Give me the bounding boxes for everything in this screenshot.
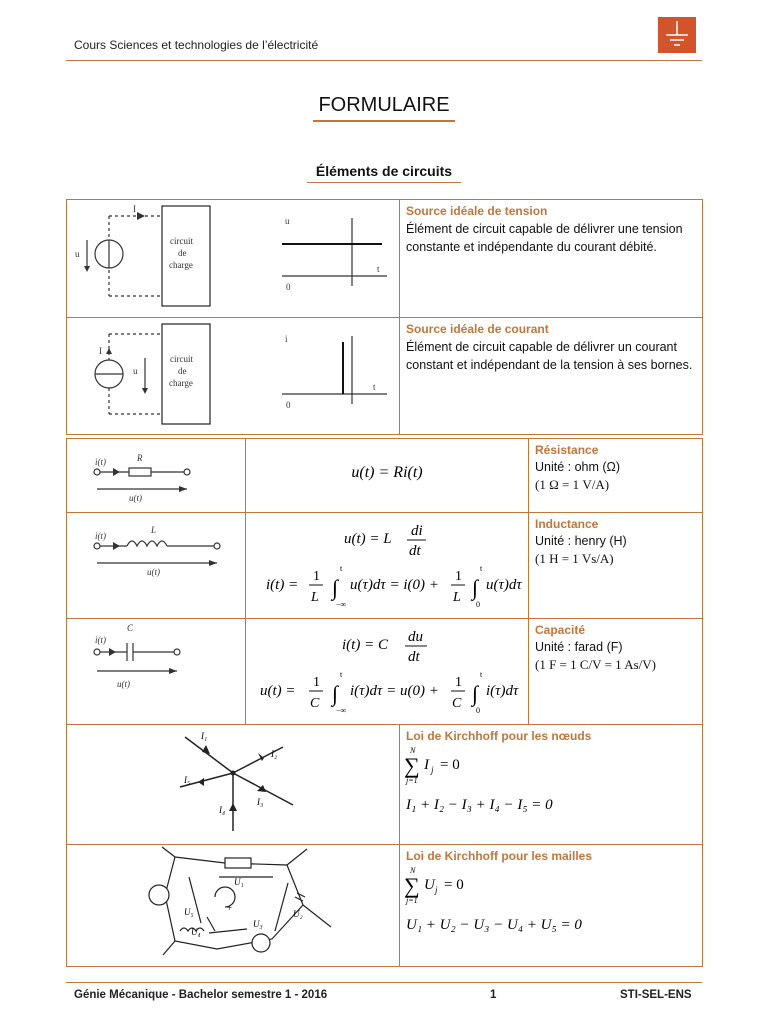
voltage-source-text-cell: [400, 200, 703, 318]
svg-text:I₂: I₂: [271, 749, 278, 759]
svg-text:u(τ)dτ: u(τ)dτ: [486, 577, 522, 593]
table-row: [67, 725, 703, 845]
node-law-text-cell: [400, 725, 703, 845]
resistor-text-cell: [529, 439, 703, 513]
svg-text:C: C: [452, 696, 462, 711]
svg-text:circuit: circuit: [170, 236, 193, 246]
svg-text:U₁: U₁: [234, 877, 244, 887]
svg-text:i(τ)dτ: i(τ)dτ: [486, 683, 519, 699]
components-table: [66, 438, 703, 725]
svg-text:= 0: = 0: [444, 877, 464, 893]
svg-text:di: di: [411, 523, 423, 539]
inductor-formula-cell: [246, 513, 529, 619]
svg-text:i: i: [285, 334, 288, 344]
voltage-source-diagram: [67, 200, 400, 312]
voltage-source-label: Source idéale de tension: [406, 204, 548, 218]
svg-text:0: 0: [286, 282, 291, 292]
capacitor-diagram-cell: [67, 619, 246, 725]
svg-text:circuit: circuit: [170, 354, 193, 364]
svg-text:U₃: U₃: [253, 919, 263, 929]
svg-text:u(t): u(t): [117, 679, 130, 689]
page-number: 1: [490, 989, 497, 1001]
footer-left: Génie Mécanique - Bachelor semestre 1 - 2016: [74, 989, 328, 1001]
table-row: [67, 513, 703, 619]
svg-text:j: j: [435, 885, 438, 895]
svg-text:I: I: [133, 204, 136, 214]
table-row: [67, 200, 703, 318]
svg-text:u: u: [285, 216, 290, 226]
svg-text:t: t: [340, 670, 343, 679]
logo: [658, 17, 696, 53]
inductor-diagram: [67, 513, 246, 613]
svg-text:I₄: I₄: [219, 805, 226, 815]
current-source-diagram: [67, 318, 400, 429]
svg-text:∫: ∫: [332, 575, 339, 600]
svg-text:∑: ∑: [404, 873, 420, 898]
svg-text:R: R: [137, 453, 143, 463]
inductor-conversion: (1 H = 1 Vs/A): [535, 551, 614, 566]
svg-text:dt: dt: [408, 649, 420, 665]
svg-text:I₁: I₁: [201, 731, 208, 741]
footer-right: STI-SEL-ENS: [620, 989, 692, 1001]
svg-text:−∞: −∞: [336, 706, 347, 715]
svg-text:u: u: [75, 249, 80, 259]
capacitor-formula-cell: [246, 619, 529, 725]
svg-text:∫: ∫: [472, 575, 479, 600]
resistor-formula-cell: [246, 439, 529, 513]
svg-text:t: t: [373, 382, 376, 392]
current-source-description: Élément de circuit capable de délivrer un courant constant et indépendant de la tension à ses bornes.: [406, 340, 693, 372]
svg-text:C: C: [127, 623, 134, 633]
svg-text:+: +: [227, 903, 233, 913]
capacitor-text-cell: [529, 619, 703, 725]
capacitor-unit: Unité : farad (F): [535, 640, 623, 654]
node-law-label: Loi de Kirchhoff pour les nœuds: [406, 729, 592, 743]
title-underline: [313, 120, 455, 122]
svg-text:de: de: [178, 366, 187, 376]
resistor-diagram-cell: [67, 439, 246, 513]
svg-text:0: 0: [286, 400, 291, 410]
mesh-law-diagram: [67, 845, 400, 961]
svg-text:1: 1: [313, 675, 320, 690]
svg-text:t: t: [340, 564, 343, 573]
inductor-unit: Unité : henry (H): [535, 534, 627, 548]
svg-text:u(τ)dτ = i(0) +: u(τ)dτ = i(0) +: [350, 577, 439, 593]
resistor-unit: Unité : ohm (Ω): [535, 460, 621, 474]
inductor-diagram-cell: [67, 513, 246, 619]
svg-text:0: 0: [476, 706, 480, 715]
table-row: [67, 845, 703, 967]
svg-text:t: t: [377, 264, 380, 274]
svg-text:1: 1: [455, 569, 462, 584]
svg-text:U₄: U₄: [191, 927, 201, 937]
svg-text:u(t) =: u(t) =: [260, 683, 296, 699]
svg-text:dt: dt: [409, 543, 421, 559]
resistor-diagram: [67, 439, 246, 507]
capacitor-label: Capacité: [535, 623, 586, 637]
svg-text:1: 1: [313, 569, 320, 584]
svg-text:charge: charge: [169, 260, 193, 270]
header-rule: [66, 60, 702, 61]
voltage-source-description: Élément de circuit capable de délivrer une tension constante et indépendante du courant débité.: [406, 222, 683, 254]
svg-text:t: t: [480, 564, 483, 573]
svg-text:I₃: I₃: [257, 797, 264, 807]
svg-text:−∞: −∞: [336, 600, 347, 609]
ground-symbol-icon: [658, 17, 696, 53]
svg-text:de: de: [178, 248, 187, 258]
mesh-law-formula: [400, 865, 703, 947]
capacitor-conversion: (1 F = 1 C/V = 1 As/V): [535, 657, 656, 672]
svg-text:N: N: [410, 866, 416, 875]
node-law-diagram-cell: [67, 725, 400, 845]
svg-text:u: u: [133, 366, 138, 376]
svg-text:L: L: [453, 590, 461, 605]
table-row: [67, 318, 703, 435]
svg-text:0: 0: [476, 600, 480, 609]
svg-text:i(t): i(t): [95, 457, 106, 467]
svg-text:U₁ + U₂ − U₃ − U₄ + U₅ = 0: U₁ + U₂ − U₃ − U₄ + U₅ = 0: [406, 917, 582, 933]
resistor-label: Résistance: [535, 443, 599, 457]
resistor-conversion: (1 Ω = 1 V/A): [535, 477, 610, 492]
svg-text:∑: ∑: [404, 753, 420, 778]
capacitor-formula: [246, 619, 529, 719]
svg-text:U: U: [424, 877, 435, 893]
svg-text:u(t) = L: u(t) = L: [344, 531, 392, 547]
svg-text:L: L: [151, 525, 157, 535]
page-title: FORMULAIRE: [318, 94, 450, 116]
header-course-title: Cours Sciences et technologies de l’électricité: [74, 38, 319, 52]
svg-text:1: 1: [455, 675, 462, 690]
node-law-formula: [400, 745, 703, 827]
svg-text:t: t: [480, 670, 483, 679]
svg-text:j=1: j=1: [406, 776, 418, 785]
inductor-label: Inductance: [535, 517, 599, 531]
sources-table: [66, 199, 703, 435]
svg-text:C: C: [310, 696, 320, 711]
svg-text:u(t): u(t): [147, 567, 160, 577]
svg-text:charge: charge: [169, 378, 193, 388]
inductor-text-cell: [529, 513, 703, 619]
svg-text:I: I: [99, 346, 102, 356]
svg-text:i(t): i(t): [95, 531, 106, 541]
section-underline: [307, 182, 461, 183]
kirchhoff-table: [66, 724, 703, 967]
svg-text:du: du: [408, 629, 423, 645]
table-row: [67, 619, 703, 725]
table-row: [67, 439, 703, 513]
svg-text:i(t) = C: i(t) = C: [342, 637, 388, 653]
mesh-law-text-cell: [400, 845, 703, 967]
current-source-text-cell: [400, 318, 703, 435]
current-source-label: Source idéale de courant: [406, 322, 549, 336]
svg-text:j=1: j=1: [406, 896, 418, 905]
svg-text:I₁ + I₂ − I₃ + I₄ − I₅ = 0: I₁ + I₂ − I₃ + I₄ − I₅ = 0: [406, 797, 553, 813]
svg-text:j: j: [431, 765, 434, 775]
resistor-formula: [246, 439, 529, 507]
capacitor-diagram: [67, 619, 246, 719]
voltage-source-diagram-cell: [67, 200, 400, 318]
svg-text:i(τ)dτ = u(0) +: i(τ)dτ = u(0) +: [350, 683, 439, 699]
inductor-formula: [246, 513, 529, 613]
svg-text:u(t): u(t): [129, 493, 142, 503]
svg-text:N: N: [410, 746, 416, 755]
svg-text:I₅: I₅: [184, 775, 191, 785]
svg-text:∫: ∫: [472, 681, 479, 706]
footer-rule: [66, 982, 702, 983]
svg-text:U₅: U₅: [184, 907, 194, 917]
svg-text:u(t) = Ri(t): u(t) = Ri(t): [351, 464, 423, 481]
svg-text:= 0: = 0: [440, 757, 460, 773]
mesh-law-label: Loi de Kirchhoff pour les mailles: [406, 849, 593, 863]
svg-text:i(t): i(t): [95, 635, 106, 645]
svg-text:∫: ∫: [332, 681, 339, 706]
svg-text:i(t) =: i(t) =: [266, 577, 299, 593]
svg-text:I: I: [424, 757, 429, 773]
svg-text:U₂: U₂: [293, 909, 303, 919]
section-title: Éléments de circuits: [315, 163, 453, 179]
svg-text:L: L: [311, 590, 319, 605]
node-law-diagram: [67, 725, 400, 839]
mesh-law-diagram-cell: [67, 845, 400, 967]
current-source-diagram-cell: [67, 318, 400, 435]
